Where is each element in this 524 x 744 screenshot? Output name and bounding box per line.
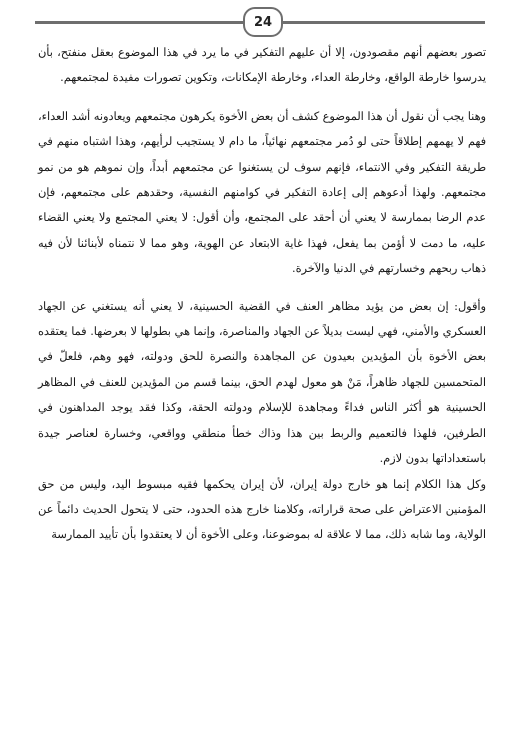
paragraph-4: وكل هذا الكلام إنما هو خارج دولة إيران، لأن إيران يحكمها فقيه مبسوط اليد، وليس من حق المؤمنين الاعتراض على صحة قراراته، وكلامنا خارج هذه الحدود، حتى لا يتحول الحديث دائماً عن الولاية، وما شابه ذلك، مما لا علاقة له بموضوعنا، وعلى الأخوة أن لا يعتقدوا بأن تأييد الممارسة bbox=[38, 477, 486, 542]
paragraph-3: وأقول: إن بعض من يؤيد مظاهر العنف في القضية الحسينية، لا يعني أنه يستغني عن الجهاد العسكري والأمني، فهي ليست بديلاً عن الجهاد والمناصرة، وإنما هي بطولها لا بعرضها. فما يعتقده بعض الأخوة بأن المؤيدين بعيدون عن المجاهدة والنصرة للحق ودولته، فهو وهم، فلعلّ في المتحمسين للجهاد ظاهراً، مَنْ هو معول لهدم الحق، بينما قسم من المؤيدين للعنف في المظاهر الحسينية هو أكثر الناس فداءً ومجاهدة للإسلام ودولته الحقة، وكذا فقد يوجد المداهنون في الطرفين، فلهذا فالتعميم والربط بين هذا وذاك خطأ منطقي وواقعي، وخسارة لعناصر جيدة باستعداداتها بدون لازم. bbox=[38, 299, 486, 466]
header-rule-left bbox=[35, 21, 245, 24]
header-rule-right bbox=[282, 21, 485, 24]
page-number bbox=[243, 7, 283, 37]
page-number-text: 24 bbox=[253, 14, 273, 30]
paragraph-1: تصور بعضهم أنهم مقصودون، إلا أن عليهم التفكير في ما يرد في هذا الموضوع بعقل منفتح، بأن يدرسوا خارطة الواقع، وخارطة العداء، وخارطة الإمكانات، وتكوين تصورات مفيدة لمجتمعهم. bbox=[38, 46, 486, 85]
paragraph-2: وهنا يجب أن نقول أن هذا الموضوع كشف أن بعض الأخوة يكرهون مجتمعهم ويعادونه أشد العداء، فهم لا يهمهم إطلاقاً حتى لو دُمر مجتمعهم نهائياً، ما دام لا يستجيب لرأيهم، وهذا اشتباه منهم في طريقة التفكير وفي الانتماء، فإنهم سوف لن يستغنوا عن مجتمعهم أبداً، وإن نموهم هو من نمو مجتمعهم. ولهذا أدعوهم إلى إعادة التفكير في كوامنهم النفسية، وحقدهم على مجتمعهم، فإن عدم الرضا بممارسة لا يعني أن أحقد على المجتمع، وأن أقول: لا يعني المجتمع ولا يعني القضاء عليه، ما دمت لا أؤمن بما يفعل، فهذا غاية الابتعاد عن الهوية، وهو مما لا نتمناه لأبنائنا لأن فيه ذهاب ربحهم وخسارتهم في الدنيا والآخرة. bbox=[38, 109, 486, 276]
page-body bbox=[38, 40, 486, 548]
